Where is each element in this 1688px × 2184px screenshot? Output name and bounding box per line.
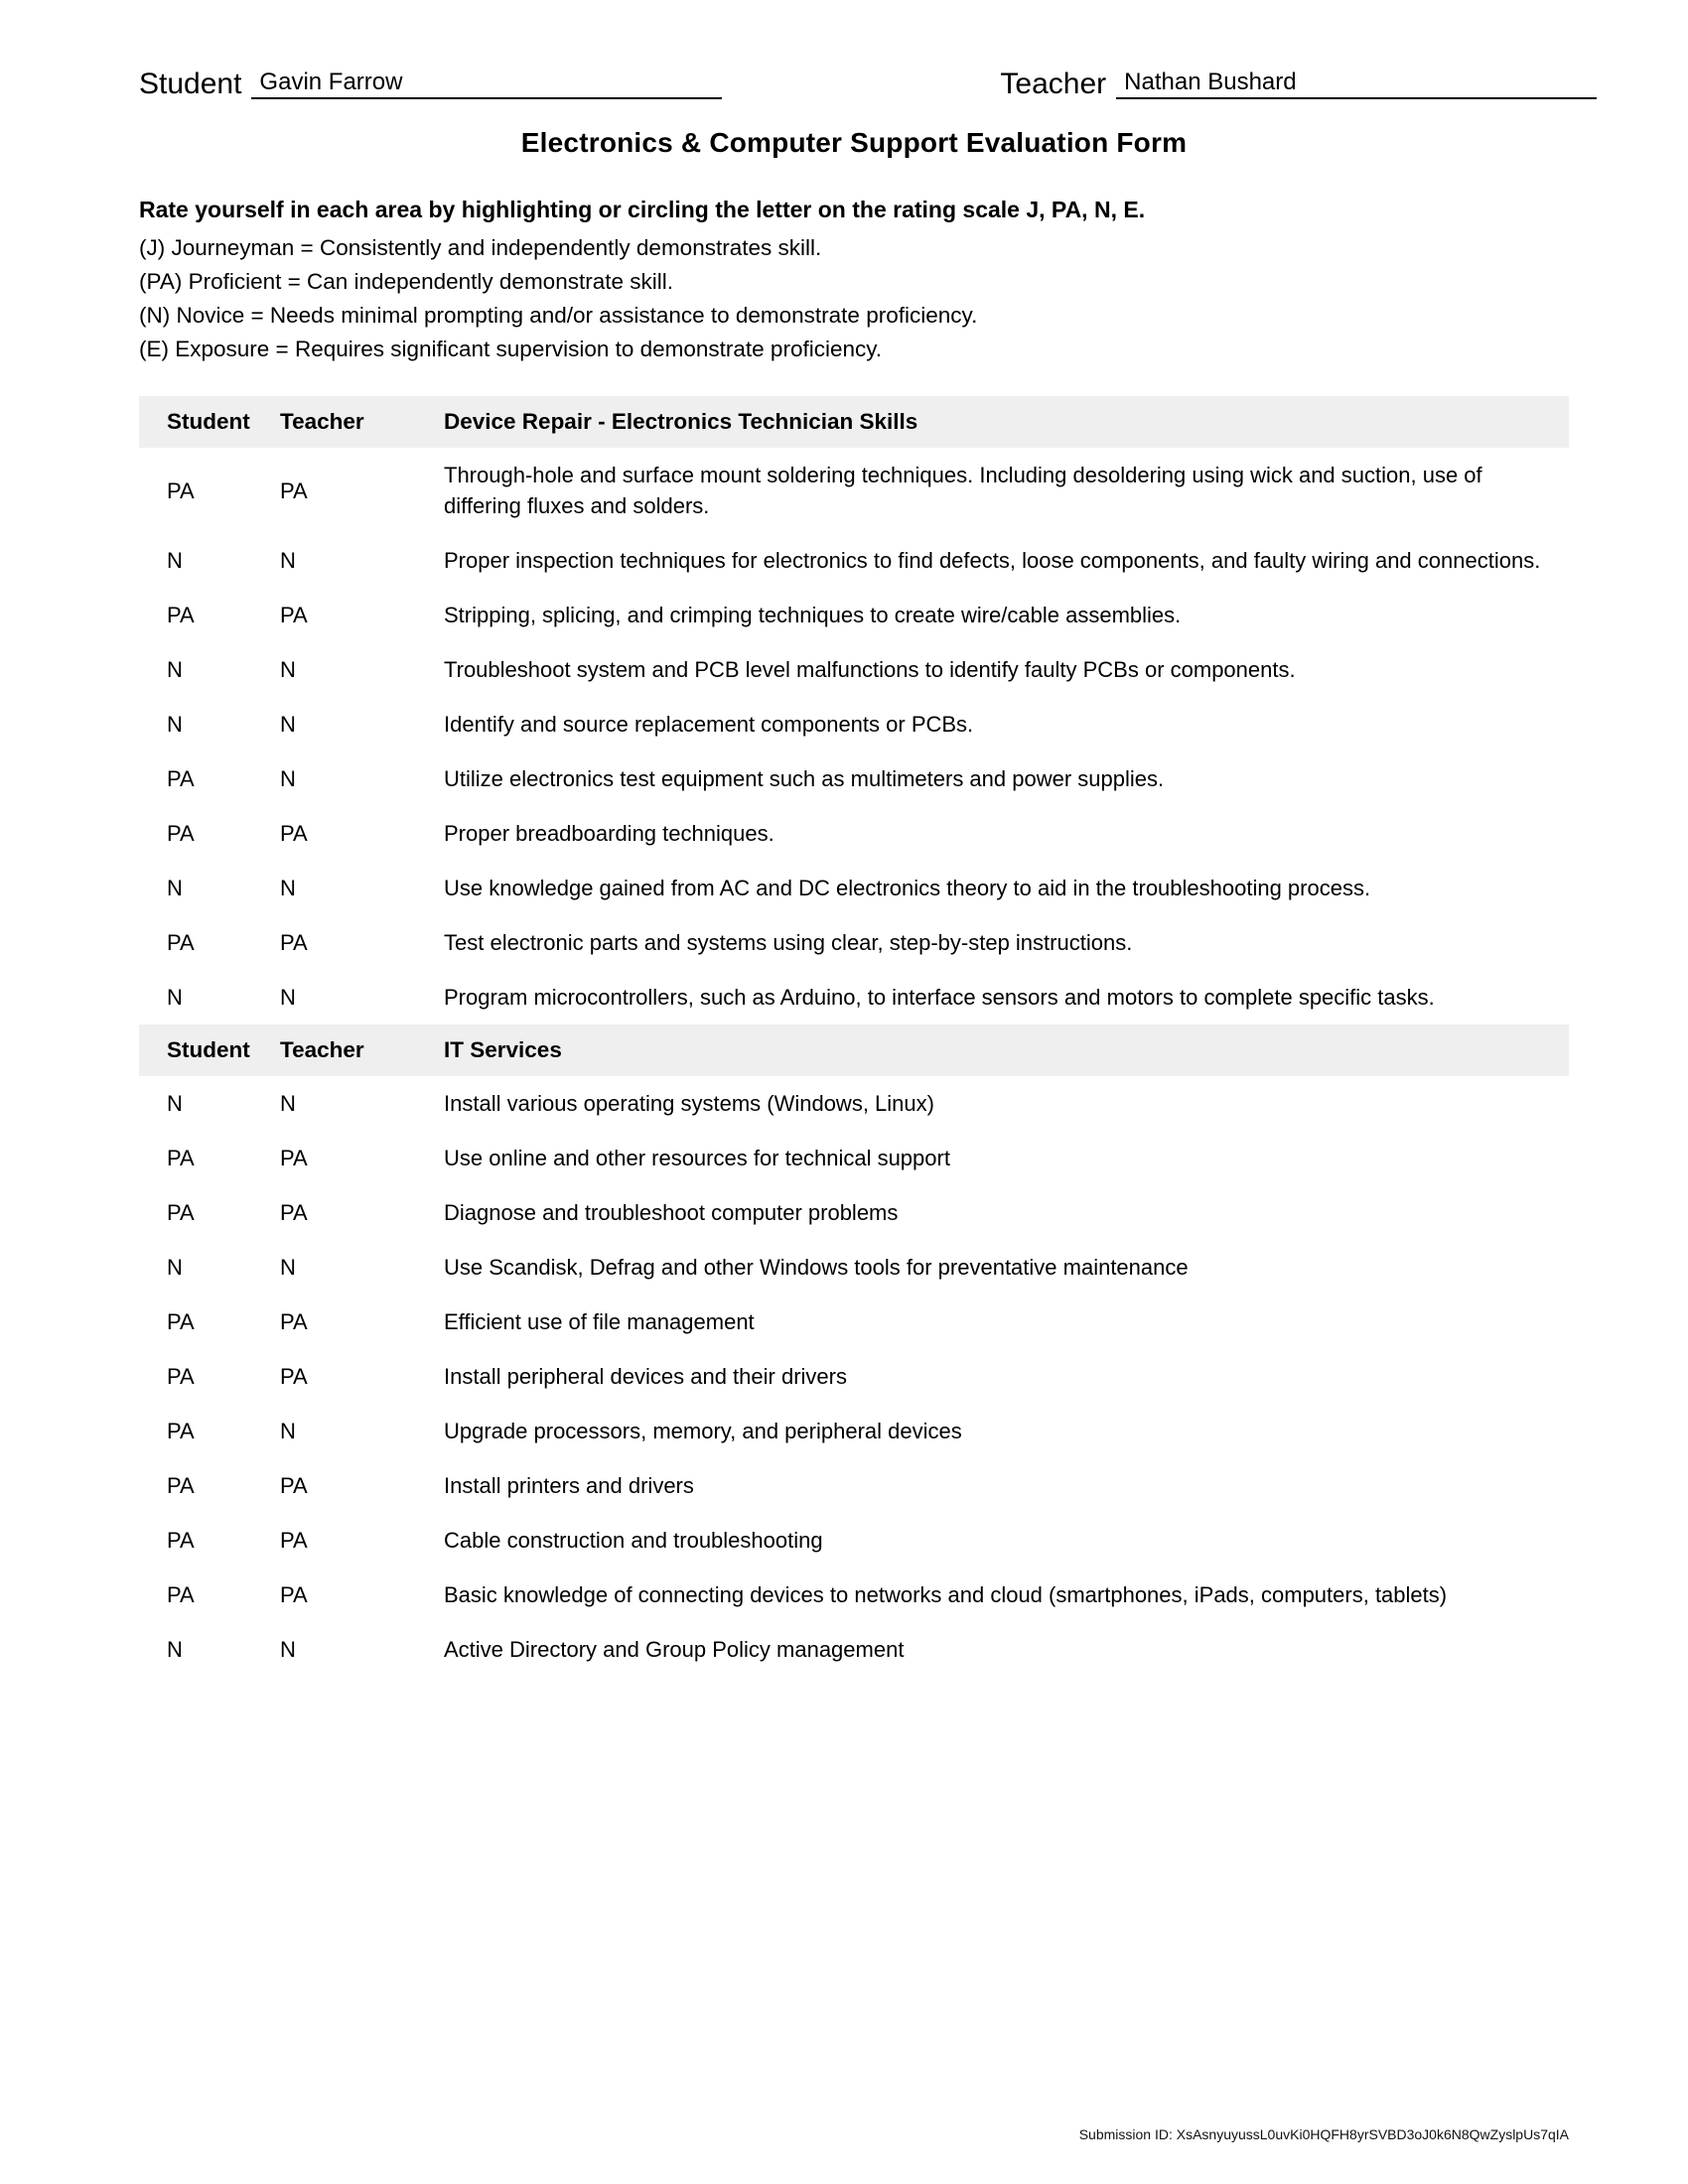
teacher-rating[interactable]: N xyxy=(280,657,296,682)
teacher-rating[interactable]: PA xyxy=(280,1146,308,1170)
teacher-rating[interactable]: N xyxy=(280,985,296,1010)
teacher-rating[interactable]: PA xyxy=(280,821,308,846)
student-rating[interactable]: PA xyxy=(167,1473,195,1498)
teacher-rating[interactable]: N xyxy=(280,766,296,791)
teacher-field-label: Teacher xyxy=(1000,68,1107,100)
instructions-line-journeyman: (J) Journeyman = Consistently and independently demonstrates skill. xyxy=(139,235,822,260)
teacher-rating[interactable]: PA xyxy=(280,478,308,503)
student-rating[interactable]: N xyxy=(167,657,183,682)
section-header-row xyxy=(139,396,1569,448)
student-rating[interactable]: PA xyxy=(167,930,195,955)
skill-description: Identify and source replacement components or PCBs. xyxy=(444,712,974,737)
teacher-rating[interactable]: PA xyxy=(280,930,308,955)
table-row xyxy=(139,642,1569,697)
instructions-heading: Rate yourself in each area by highlighting or circling the letter on the rating scale J, PA, N, E. xyxy=(139,197,1146,222)
skill-description: Active Directory and Group Policy management xyxy=(444,1637,905,1662)
skill-description: Use knowledge gained from AC and DC electronics theory to aid in the troubleshooting process. xyxy=(444,876,1371,900)
student-rating[interactable]: PA xyxy=(167,1582,195,1607)
table-row xyxy=(139,1240,1569,1295)
page-title: Electronics & Computer Support Evaluation Form xyxy=(520,127,1188,158)
table-row xyxy=(139,1131,1569,1185)
skill-description: Install printers and drivers xyxy=(444,1473,694,1498)
instructions-line-novice: (N) Novice = Needs minimal prompting and/or assistance to demonstrate proficiency. xyxy=(139,303,978,328)
skill-description: Stripping, splicing, and crimping techniques to create wire/cable assemblies. xyxy=(444,603,1182,627)
table-row xyxy=(139,1404,1569,1458)
teacher-rating[interactable]: N xyxy=(280,548,296,573)
instructions-line-exposure: (E) Exposure = Requires significant supervision to demonstrate proficiency. xyxy=(139,337,883,361)
skill-description: Proper inspection techniques for electronics to find defects, loose components, and faulty wiring and connections. xyxy=(444,548,1541,573)
teacher-rating[interactable]: PA xyxy=(280,1309,308,1334)
student-rating[interactable]: N xyxy=(167,876,183,900)
teacher-rating[interactable]: N xyxy=(280,1255,296,1280)
student-rating[interactable]: PA xyxy=(167,1309,195,1334)
column-header-teacher: Teacher xyxy=(278,396,422,448)
table-row xyxy=(139,861,1569,915)
skill-description: Utilize electronics test equipment such as multimeters and power supplies. xyxy=(444,766,1165,791)
teacher-rating[interactable]: N xyxy=(280,712,296,737)
table-row xyxy=(139,1185,1569,1240)
table-row xyxy=(139,806,1569,861)
skills-table xyxy=(139,396,1569,1677)
column-header-teacher: Teacher xyxy=(278,1024,422,1076)
instructions-block xyxy=(139,193,1569,366)
teacher-rating[interactable]: N xyxy=(280,1091,296,1116)
skill-description: Install peripheral devices and their drivers xyxy=(444,1364,847,1389)
name-fields-row xyxy=(139,69,1569,99)
section-title-device-repair: Device Repair - Electronics Technician Skills xyxy=(422,396,1569,448)
teacher-rating[interactable]: PA xyxy=(280,1582,308,1607)
student-rating[interactable]: N xyxy=(167,1637,183,1662)
student-rating[interactable]: PA xyxy=(167,1364,195,1389)
teacher-rating[interactable]: N xyxy=(280,1419,296,1443)
skill-description: Cable construction and troubleshooting xyxy=(444,1528,823,1553)
student-rating[interactable]: N xyxy=(167,712,183,737)
submission-id: Submission ID: XsAsnyuyussL0uvKi0HQFH8yrSVBD3oJ0k6N8QwZyslpUs7qIA xyxy=(1078,2126,1569,2142)
skill-description: Program microcontrollers, such as Arduino, to interface sensors and motors to complete specific tasks. xyxy=(444,985,1435,1010)
skill-description: Upgrade processors, memory, and peripheral devices xyxy=(444,1419,962,1443)
skill-description: Efficient use of file management xyxy=(444,1309,755,1334)
student-rating[interactable]: N xyxy=(167,985,183,1010)
student-rating[interactable]: N xyxy=(167,1255,183,1280)
table-row xyxy=(139,588,1569,642)
student-rating[interactable]: N xyxy=(167,1091,183,1116)
table-row xyxy=(139,448,1569,533)
section-header-row xyxy=(139,1024,1569,1076)
table-row xyxy=(139,1622,1569,1677)
skill-description: Diagnose and troubleshoot computer problems xyxy=(444,1200,899,1225)
table-row xyxy=(139,1076,1569,1131)
student-rating[interactable]: PA xyxy=(167,1146,195,1170)
table-row xyxy=(139,915,1569,970)
skill-description: Proper breadboarding techniques. xyxy=(444,821,774,846)
teacher-rating[interactable]: PA xyxy=(280,603,308,627)
teacher-rating[interactable]: N xyxy=(280,876,296,900)
student-rating[interactable]: PA xyxy=(167,1200,195,1225)
column-header-student: Student xyxy=(139,1024,278,1076)
teacher-rating[interactable]: N xyxy=(280,1637,296,1662)
table-row xyxy=(139,1295,1569,1349)
teacher-name-block xyxy=(1000,69,1597,99)
skill-description: Through-hole and surface mount soldering techniques. Including desoldering using wick and suction, use of differing fluxes and solders. xyxy=(444,463,1482,518)
teacher-rating[interactable]: PA xyxy=(280,1473,308,1498)
table-row xyxy=(139,751,1569,806)
teacher-name-value[interactable]: Nathan Bushard xyxy=(1116,69,1597,99)
teacher-rating[interactable]: PA xyxy=(280,1200,308,1225)
teacher-rating[interactable]: PA xyxy=(280,1364,308,1389)
table-row xyxy=(139,1349,1569,1404)
skill-description: Troubleshoot system and PCB level malfunctions to identify faulty PCBs or components. xyxy=(444,657,1296,682)
student-rating[interactable]: PA xyxy=(167,603,195,627)
table-row xyxy=(139,533,1569,588)
table-row xyxy=(139,1568,1569,1622)
table-row xyxy=(139,1513,1569,1568)
skill-description: Basic knowledge of connecting devices to networks and cloud (smartphones, iPads, computers, tablets) xyxy=(444,1582,1448,1607)
student-field-label: Student xyxy=(139,68,242,100)
instructions-line-proficient: (PA) Proficient = Can independently demonstrate skill. xyxy=(139,269,673,294)
student-name-value[interactable]: Gavin Farrow xyxy=(251,69,722,99)
student-rating[interactable]: PA xyxy=(167,1528,195,1553)
student-rating[interactable]: PA xyxy=(167,1419,195,1443)
teacher-rating[interactable]: PA xyxy=(280,1528,308,1553)
student-rating[interactable]: PA xyxy=(167,821,195,846)
skill-description: Use Scandisk, Defrag and other Windows tools for preventative maintenance xyxy=(444,1255,1189,1280)
section-title-it-services: IT Services xyxy=(422,1024,1569,1076)
table-row xyxy=(139,1458,1569,1513)
student-rating[interactable]: N xyxy=(167,548,183,573)
table-row xyxy=(139,970,1569,1024)
skill-description: Install various operating systems (Windows, Linux) xyxy=(444,1091,934,1116)
student-name-block xyxy=(139,69,722,99)
student-rating[interactable]: PA xyxy=(167,478,195,503)
skill-description: Use online and other resources for technical support xyxy=(444,1146,950,1170)
student-rating[interactable]: PA xyxy=(167,766,195,791)
table-row xyxy=(139,697,1569,751)
skill-description: Test electronic parts and systems using clear, step-by-step instructions. xyxy=(444,930,1133,955)
column-header-student: Student xyxy=(139,396,278,448)
